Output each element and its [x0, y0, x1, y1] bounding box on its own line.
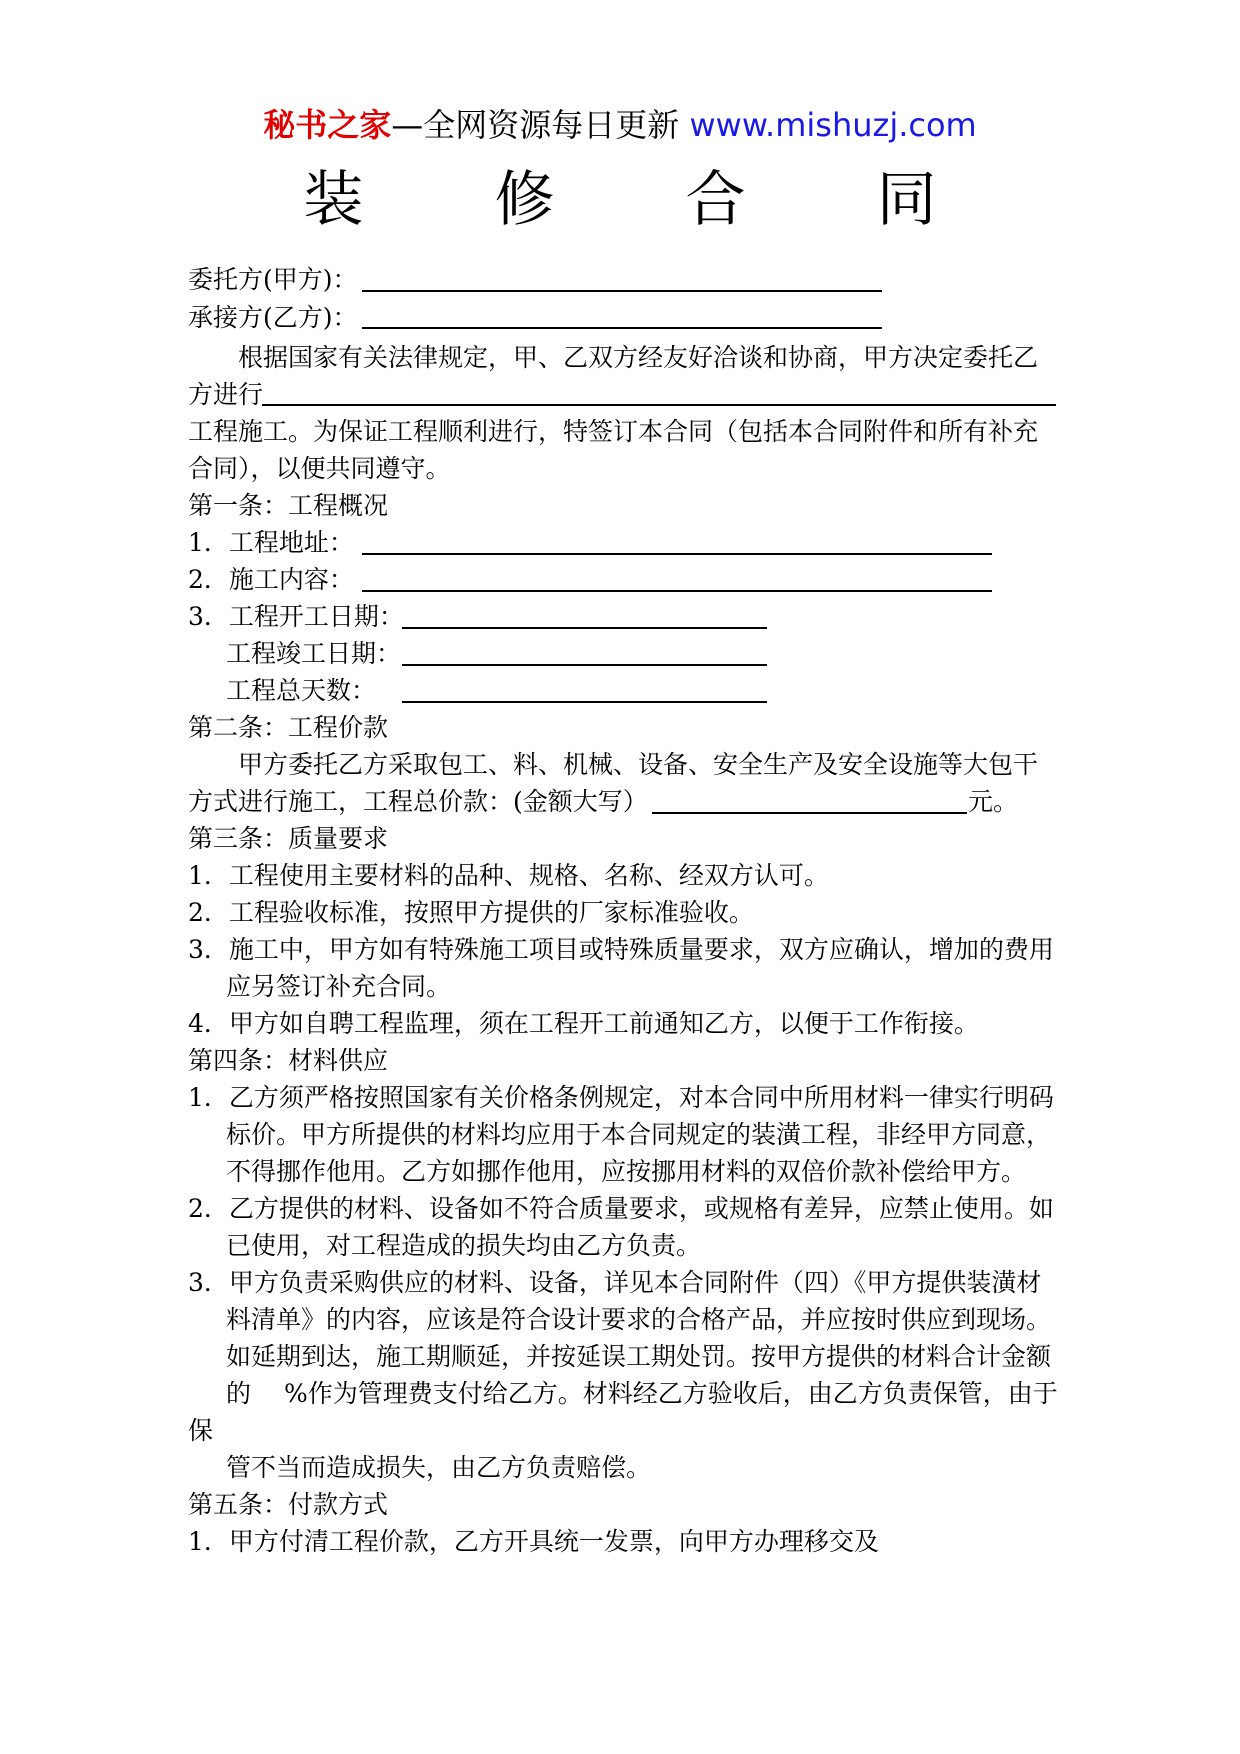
content-blank — [362, 590, 992, 592]
brand-name: 秘书之家 — [263, 106, 392, 144]
amount-blank — [652, 812, 967, 814]
end-date-blank — [402, 664, 767, 666]
article-2-line-2: 方式进行施工，工程总价款：(金额大写） — [188, 787, 648, 816]
address-blank — [362, 553, 992, 555]
intro-line-3: 工程施工。为保证工程顺利进行，特签订本合同（包括本合同附件和所有补充 — [188, 417, 1039, 446]
start-date-blank — [402, 627, 767, 629]
tagline: —全网资源每日更新 — [391, 106, 690, 144]
article-2-line-1: 甲方委托乙方采取包工、料、机械、设备、安全生产及安全设施等大包干 — [238, 750, 1039, 779]
article-4-item-3: 3．甲方负责采购供应的材料、设备，详见本合同附件（四）《甲方提供装潢材 — [188, 1268, 1042, 1297]
article-4-item-2-cont: 已使用，对工程造成的损失均由乙方负责。 — [226, 1231, 702, 1260]
contractor-label: 承接方(乙方)： — [188, 303, 358, 332]
content-label: 2．施工内容： — [188, 565, 354, 594]
article-3-item-3: 3．施工中，甲方如有特殊施工项目或特殊质量要求，双方应确认，增加的费用 — [188, 935, 1054, 964]
article-4-item-1-cont-2: 不得挪作他用。乙方如挪作他用，应按挪用材料的双倍价款补偿给甲方。 — [226, 1157, 1027, 1186]
intro-line-2: 方进行 — [188, 380, 264, 409]
site-header — [0, 100, 1240, 146]
end-date-label: 工程竣工日期： — [226, 639, 402, 668]
article-5-item-1: 1．甲方付清工程价款，乙方开具统一发票，向甲方办理移交及 — [188, 1527, 879, 1556]
article-2-heading: 第二条：工程价款 — [188, 713, 389, 742]
start-date-label: 3．工程开工日期： — [188, 602, 404, 631]
article-4-item-3-cont-1: 料清单》的内容，应该是符合设计要求的合格产品，并应按时供应到现场。 — [226, 1305, 1052, 1334]
contractor-blank — [362, 327, 882, 329]
total-days-label: 工程总天数： — [226, 676, 377, 705]
article-3-item-2: 2．工程验收标准，按照甲方提供的厂家标准验收。 — [188, 898, 754, 927]
total-days-blank — [402, 701, 767, 703]
client-blank — [362, 290, 882, 292]
article-4-heading: 第四条：材料供应 — [188, 1046, 389, 1075]
address-label: 1．工程地址： — [188, 528, 354, 557]
article-4-item-3-cont-4: 保 — [188, 1416, 214, 1445]
site-url[interactable]: www.mishuzj.com — [689, 106, 977, 144]
intro-line-4: 合同），以便共同遵守。 — [188, 454, 451, 483]
document-title: 装 修 合 同 — [303, 165, 993, 235]
article-4-item-1-cont-1: 标价。甲方所提供的材料均应用于本合同规定的装潢工程，非经甲方同意， — [226, 1120, 1052, 1149]
article-1-heading: 第一条：工程概况 — [188, 491, 389, 520]
article-4-item-2: 2．乙方提供的材料、设备如不符合质量要求，或规格有差异，应禁止使用。如 — [188, 1194, 1054, 1223]
article-3-heading: 第三条：质量要求 — [188, 824, 389, 853]
article-4-item-3-cont-2: 如延期到达，施工期顺延，并按延误工期处罚。按甲方提供的材料合计金额 — [226, 1342, 1052, 1371]
article-3-item-4: 4．甲方如自聘工程监理，须在工程开工前通知乙方，以便于工作衔接。 — [188, 1009, 979, 1038]
client-label: 委托方(甲方)： — [188, 265, 358, 294]
article-5-heading: 第五条：付款方式 — [188, 1490, 389, 1519]
article-3-item-3-cont: 应另签订补充合同。 — [226, 972, 452, 1001]
article-4-item-3-cont-3: 的 %作为管理费支付给乙方。材料经乙方验收后，由乙方负责保管，由于 — [226, 1379, 1058, 1408]
article-4-item-3-cont-5: 管不当而造成损失，由乙方负责赔偿。 — [226, 1453, 652, 1482]
article-4-item-1: 1．乙方须严格按照国家有关价格条例规定，对本合同中所用材料一律实行明码 — [188, 1083, 1054, 1112]
article-3-item-1: 1．工程使用主要材料的品种、规格、名称、经双方认可。 — [188, 861, 829, 890]
intro-line-1: 根据国家有关法律规定，甲、乙双方经友好洽谈和协商，甲方决定委托乙 — [238, 343, 1039, 372]
project-blank — [262, 404, 1056, 406]
amount-unit: 元。 — [968, 787, 1019, 816]
